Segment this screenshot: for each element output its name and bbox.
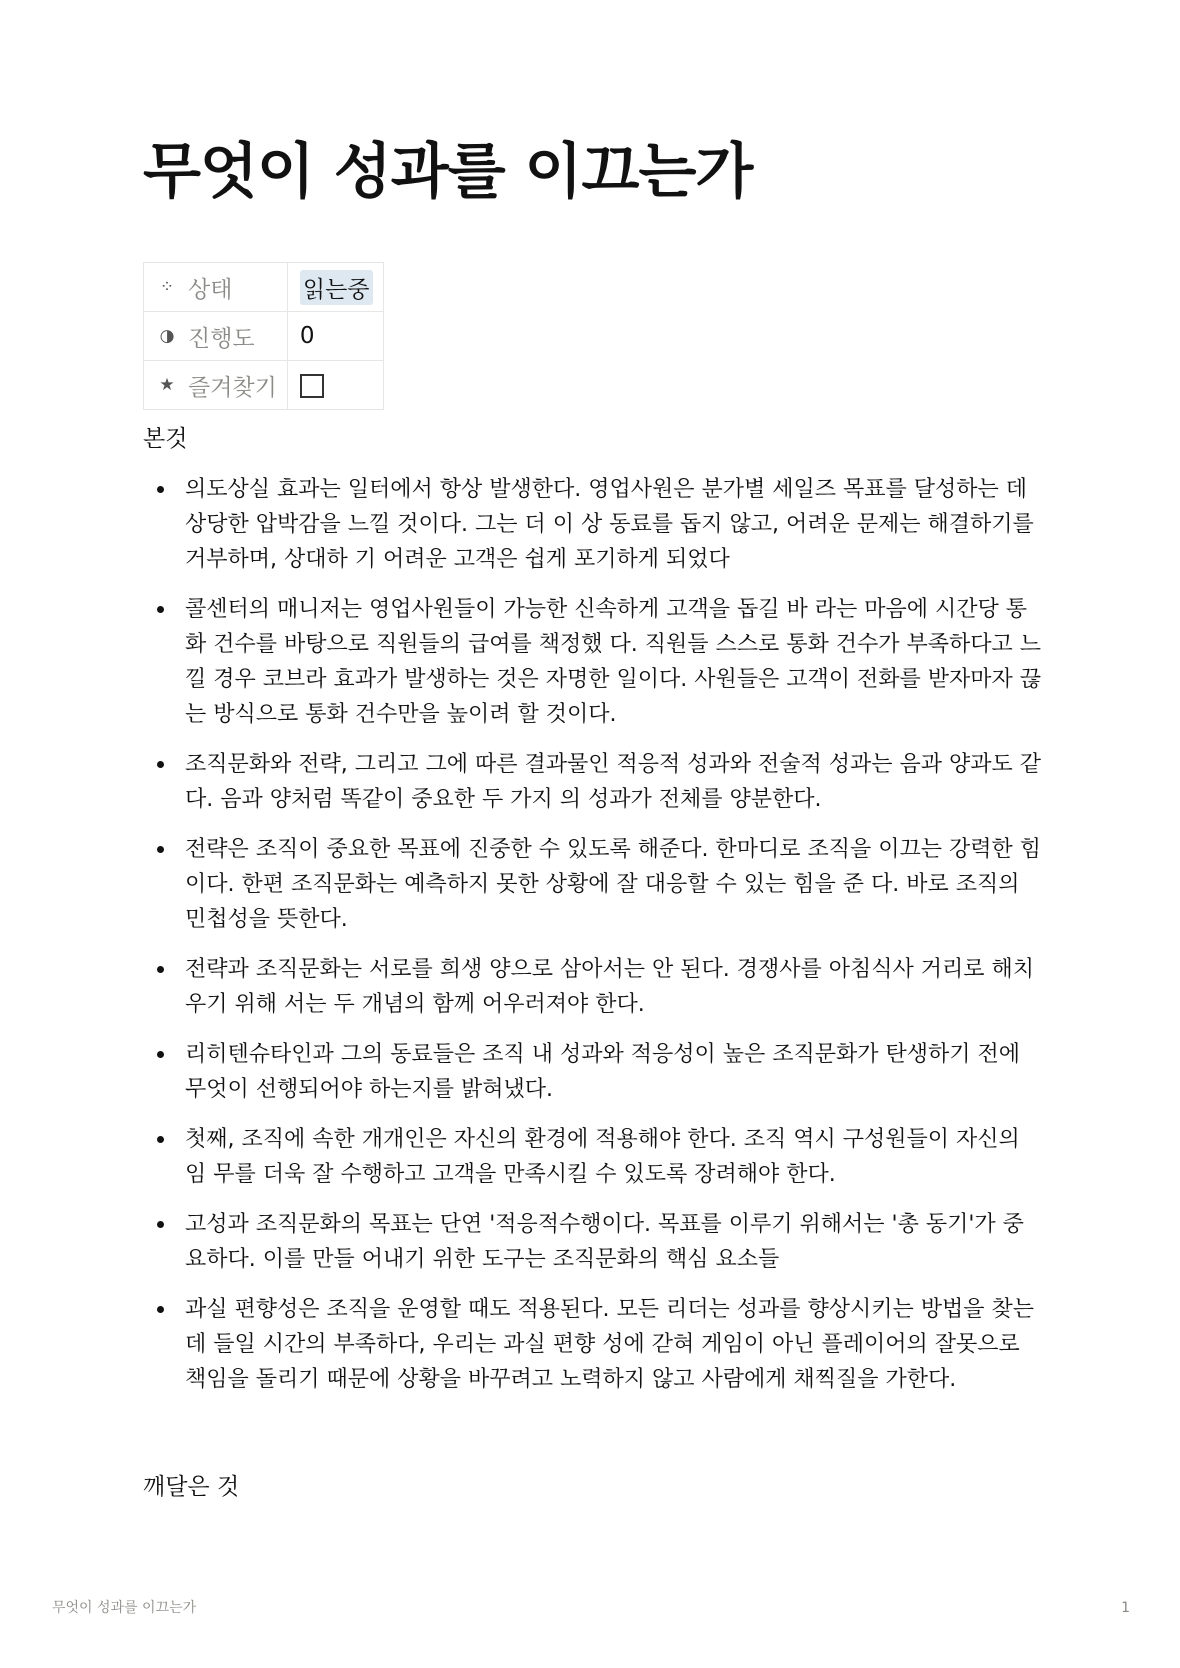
property-row-progress bbox=[144, 312, 384, 361]
property-value-favorite bbox=[287, 361, 383, 410]
bullet-icon bbox=[157, 1306, 164, 1313]
list-item bbox=[143, 952, 1043, 1022]
list-item bbox=[143, 472, 1043, 577]
property-key-favorite bbox=[144, 361, 288, 410]
list-item bbox=[143, 1037, 1043, 1107]
list-item bbox=[143, 1207, 1043, 1277]
footer-title: 무엇이 성과를 이끄는가 bbox=[52, 1600, 197, 1616]
page-title: 무엇이 성과를 이끄는가 bbox=[143, 137, 753, 207]
progress-icon: ◑ bbox=[159, 326, 175, 346]
property-label: 즐겨찾기 bbox=[188, 374, 277, 401]
property-label: 진행도 bbox=[188, 325, 255, 352]
favorite-checkbox[interactable] bbox=[300, 374, 324, 398]
list-item-text: 조직문화와 전략, 그리고 그에 따른 결과물인 적응적 성과와 전술적 성과는 음과 양과도 같다. 음과 양처럼 똑같이 중요한 두 가지 의 성과가 전체를 양분한다. bbox=[185, 752, 1041, 812]
list-item bbox=[143, 1122, 1043, 1192]
list-item-text: 전략과 조직문화는 서로를 희생 양으로 삼아서는 안 된다. 경쟁사를 아침식사 거리로 해치우기 위해 서는 두 개념의 함께 어우러져야 한다. bbox=[185, 957, 1034, 1017]
list-item-text: 고성과 조직문화의 목표는 단연 '적응적수행이다. 목표를 이루기 위해서는 '총 동기'가 중요하다. 이를 만들 어내기 위한 도구는 조직문화의 핵심 요소들 bbox=[185, 1212, 1024, 1272]
list-item-text: 첫째, 조직에 속한 개개인은 자신의 환경에 적용해야 한다. 조직 역시 구성원들이 자신의 임 무를 더욱 잘 수행하고 고객을 만족시킬 수 있도록 장려해야 한다. bbox=[185, 1127, 1020, 1187]
property-value-progress[interactable] bbox=[287, 312, 383, 361]
progress-value: 0 bbox=[299, 323, 315, 349]
list-item-text: 리히텐슈타인과 그의 동료들은 조직 내 성과와 적응성이 높은 조직문화가 탄생하기 전에 무엇이 선행되어야 하는지를 밝혀냈다. bbox=[185, 1042, 1021, 1102]
list-item bbox=[143, 832, 1043, 937]
loading-icon: ⁘ bbox=[159, 277, 175, 297]
bullet-list bbox=[143, 472, 1043, 1412]
bullet-icon bbox=[157, 1136, 164, 1143]
list-item bbox=[143, 747, 1043, 817]
property-key-status bbox=[144, 263, 288, 312]
property-label: 상태 bbox=[188, 276, 233, 303]
property-row-status bbox=[144, 263, 384, 312]
properties-table bbox=[143, 262, 384, 410]
star-icon: ★ bbox=[159, 375, 175, 395]
bullet-icon bbox=[157, 486, 164, 493]
property-value-status[interactable] bbox=[287, 263, 383, 312]
list-item bbox=[143, 1292, 1043, 1397]
bullet-icon bbox=[157, 846, 164, 853]
bullet-icon bbox=[157, 966, 164, 973]
bullet-icon bbox=[157, 606, 164, 613]
page-number: 1 bbox=[1121, 1600, 1130, 1616]
list-item-text: 과실 편향성은 조직을 운영할 때도 적용된다. 모든 리더는 성과를 향상시키는 방법을 찾는 데 들일 시간의 부족하다, 우리는 과실 편향 성에 갇혀 게임이 아닌 플레이어의 잘못으로 책임을 돌리기 때문에 상황을 바꾸려고 노력하지 않고 사람에게 채찍질을 가한다. bbox=[185, 1297, 1034, 1392]
list-item-text: 의도상실 효과는 일터에서 항상 발생한다. 영업사원은 분가별 세일즈 목표를 달성하는 데 상당한 압박감을 느낄 것이다. 그는 더 이 상 동료를 돕지 않고, 어려운 문제는 해결하기를 거부하며, 상대하 기 어려운 고객은 쉽게 포기하게 되었다 bbox=[185, 477, 1034, 572]
list-item-text: 전략은 조직이 중요한 목표에 진중한 수 있도록 해준다. 한마디로 조직을 이끄는 강력한 힘이다. 한편 조직문화는 예측하지 못한 상황에 잘 대응할 수 있는 힘을 준 다. 바로 조직의 민첩성을 뜻한다. bbox=[185, 837, 1041, 932]
status-badge: 읽는중 bbox=[300, 270, 373, 305]
list-item-text: 콜센터의 매니저는 영업사원들이 가능한 신속하게 고객을 돕길 바 라는 마음에 시간당 통화 건수를 바탕으로 직원들의 급여를 책정했 다. 직원들 스스로 통화 건수가 부족하다고 느낄 경우 코브라 효과가 발생하는 것은 자명한 일이다. 사원들은 고객이 전화를 받자마자 끊 는 방식으로 통화 건수만을 높이려 할 것이다. bbox=[185, 597, 1041, 727]
property-row-favorite bbox=[144, 361, 384, 410]
bullet-icon bbox=[157, 761, 164, 768]
section-heading-learned: 깨달은 것 bbox=[143, 1474, 240, 1500]
section-heading-seen: 본것 bbox=[143, 426, 188, 452]
bullet-icon bbox=[157, 1221, 164, 1228]
list-item bbox=[143, 592, 1043, 732]
property-key-progress bbox=[144, 312, 288, 361]
bullet-icon bbox=[157, 1051, 164, 1058]
